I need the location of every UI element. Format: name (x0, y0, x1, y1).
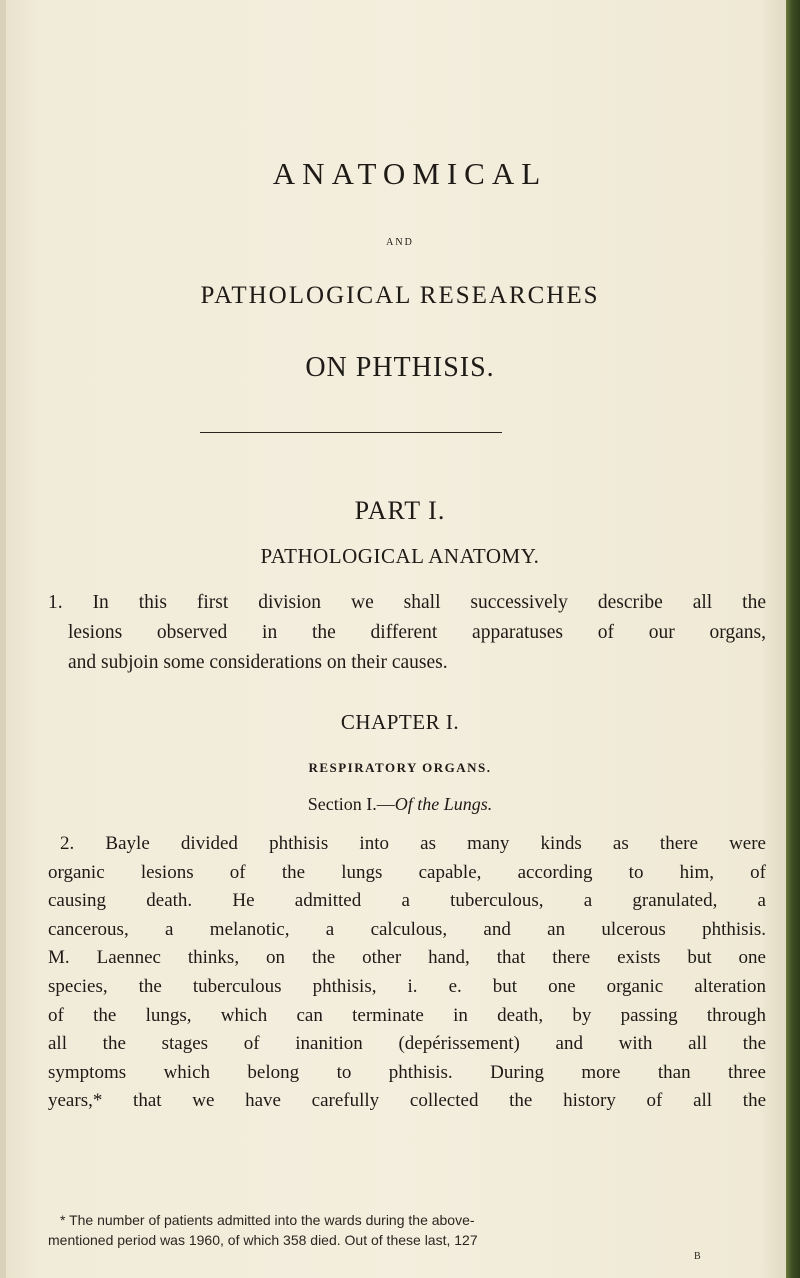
section-prefix: Section I.— (307, 794, 395, 814)
footnote (48, 1210, 768, 1250)
signature-mark: B (694, 1251, 701, 1262)
paragraph-2 (48, 830, 766, 1116)
paragraph-1 (48, 588, 766, 678)
title-line-3: ON PHTHISIS. (305, 352, 495, 383)
paragraph-1-line: lesions observed in the different apparatuses of our organs, (68, 622, 766, 643)
paragraph-2-line: causing death. He admitted a tuberculous, a granulated, a (48, 890, 766, 912)
paragraph-2-line: years,* that we have carefully collected the history of all the (48, 1090, 766, 1112)
section-heading (0, 794, 800, 815)
part-subtitle: PATHOLOGICAL ANATOMY. (260, 544, 540, 568)
paragraph-2-line: 2. Bayle divided phthisis into as many kinds as there were (60, 833, 766, 854)
title-line-1: ANATOMICAL (272, 156, 548, 191)
paragraph-1-line: 1. In this first division we shall successively describe all the (48, 592, 766, 613)
paragraph-2-line: symptoms which belong to phthisis. During more than three (48, 1061, 766, 1083)
title-line-2: PATHOLOGICAL RESEARCHES (200, 282, 600, 309)
paragraph-2-line: of the lungs, which can terminate in death, by passing through (48, 1004, 766, 1026)
paragraph-1-line: and subjoin some considerations on their causes. (68, 652, 448, 673)
paragraph-2-line: cancerous, a melanotic, a calculous, and an ulcerous phthisis. (48, 918, 766, 940)
title-divider (200, 432, 502, 433)
title-conjunction: AND (386, 237, 414, 248)
chapter-heading: CHAPTER I. (340, 710, 460, 734)
part-heading: PART I. (354, 496, 446, 525)
footnote-line: * The number of patients admitted into the wards during the above- (60, 1212, 475, 1228)
footnote-line: mentioned period was 1960, of which 358 died. Out of these last, 127 (48, 1232, 478, 1248)
paragraph-2-line: all the stages of inanition (depérissement) and with all the (48, 1033, 766, 1055)
section-title: Of the Lungs. (394, 794, 493, 814)
chapter-subtitle: RESPIRATORY ORGANS. (308, 760, 492, 775)
paragraph-2-line: species, the tuberculous phthisis, i. e. but one organic alteration (48, 975, 766, 997)
paragraph-2-line: M. Laennec thinks, on the other hand, that there exists but one (48, 947, 766, 969)
paragraph-2-line: organic lesions of the lungs capable, according to him, of (48, 861, 766, 883)
